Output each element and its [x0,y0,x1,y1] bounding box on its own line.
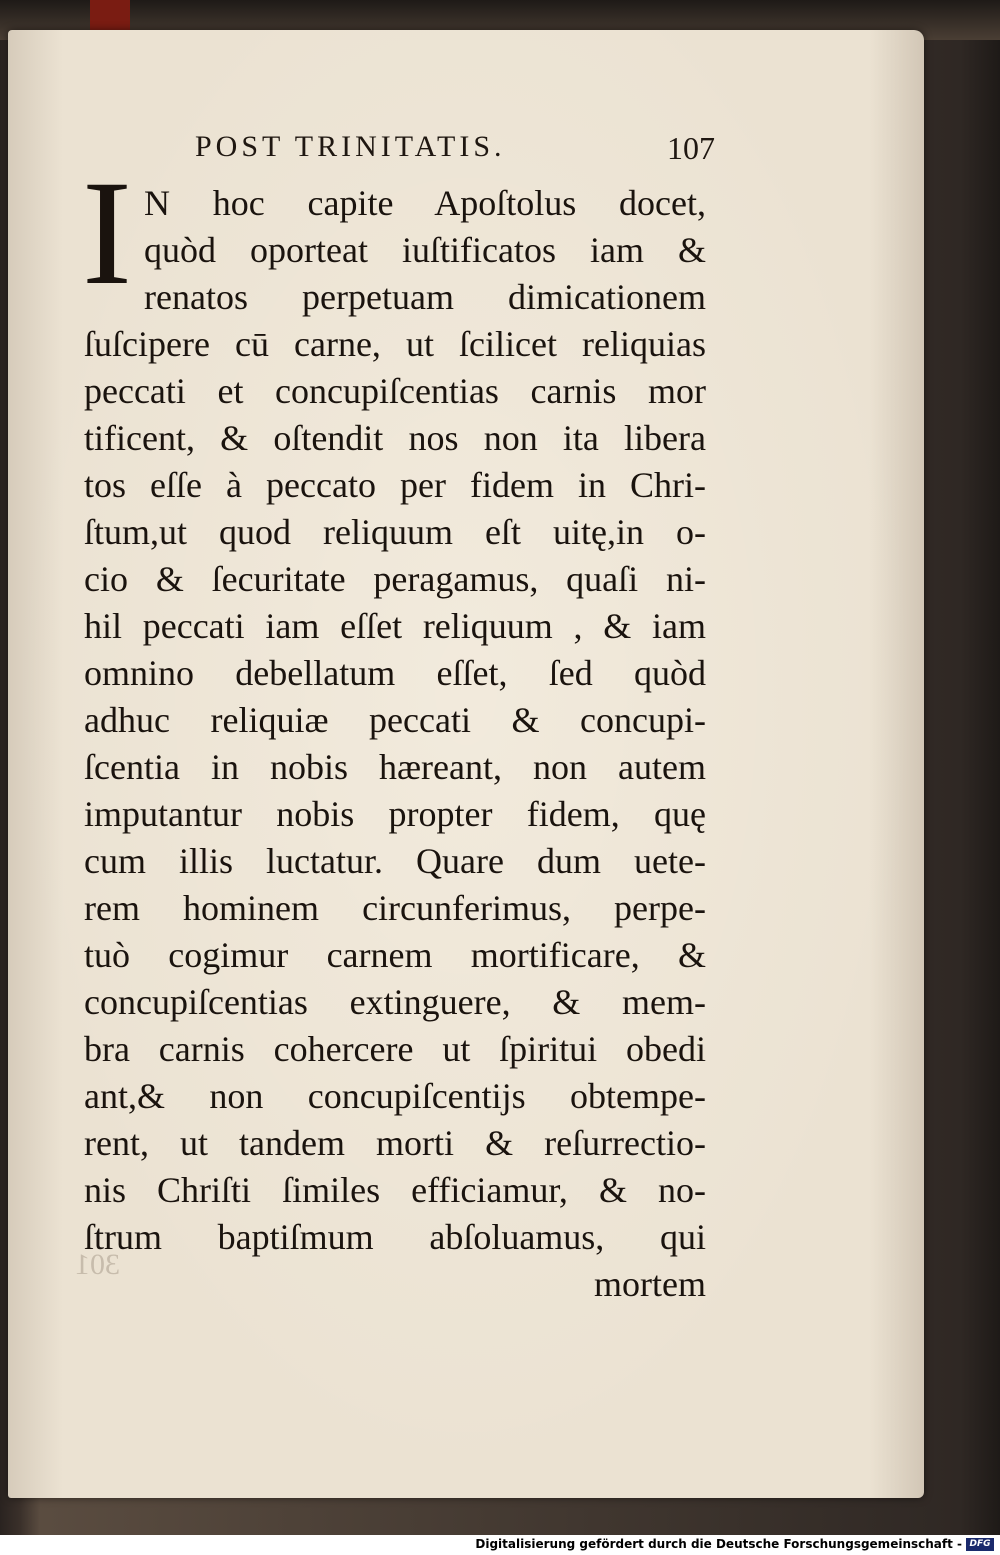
footer-credit: Digitalisierung gefördert durch die Deutsche Forschungsgemeinschaft - [475,1537,962,1551]
text-line: bra carnis cohercere ut ſpiritui obedi [84,1029,706,1069]
body-text [84,180,706,1308]
text-line: ſtrum baptiſmum abſoluamus, qui [84,1217,706,1257]
text-line: rent, ut tandem morti & reſurrectio- [84,1123,706,1163]
text-line: peccati et concupiſcentias carnis mor [84,371,706,411]
text-line: ſtum,ut quod reliquum eſt uitę,in o- [84,512,706,552]
text-line: adhuc reliquiæ peccati & concupi- [84,700,706,740]
text-line: hil peccati iam eſſet reliquum , & iam [84,606,706,646]
page-number: 107 [667,130,715,166]
text-line: N hoc capite Apoſtolus docet, [144,183,706,223]
dfg-logo: DFG [966,1538,994,1551]
text-line: ſcentia in nobis hæreant, non autem [84,747,706,787]
text-line: rem hominem circunferimus, perpe- [84,888,706,928]
text-line: omnino debellatum eſſet, ſed quòd [84,653,706,693]
text-line: concupiſcentias extinguere, & mem- [84,982,706,1022]
running-title: POST TRINITATIS. [195,130,506,163]
drop-cap: I [82,150,132,316]
text-line: quòd oporteat iuſtificatos iam & [144,230,706,270]
text-line: imputantur nobis propter fidem, quę [84,794,706,834]
footer-bar [0,1535,1000,1555]
text-line: cio & ſecuritate peragamus, quaſi ni- [84,559,706,599]
text-line: tificent, & oſtendit nos non ita libera [84,418,706,458]
text-line: tuò cogimur carnem mortificare, & [84,935,706,975]
text-line: tos eſſe à peccato per fidem in Chri- [84,465,706,505]
text-line: cum illis luctatur. Quare dum uete- [84,841,706,881]
text-line: ſuſcipere cū carne, ut ſcilicet reliquias [84,324,706,364]
page-header [195,130,715,174]
text-line: nis Chriſti ſimiles efficiamur, & no- [84,1170,706,1210]
text-line: ant,& non concupiſcentijs obtempe- [84,1076,706,1116]
catchword: mortem [594,1264,706,1304]
text-line: renatos perpetuam dimicationem [144,277,706,317]
show-through-text: 301 [75,1248,120,1281]
